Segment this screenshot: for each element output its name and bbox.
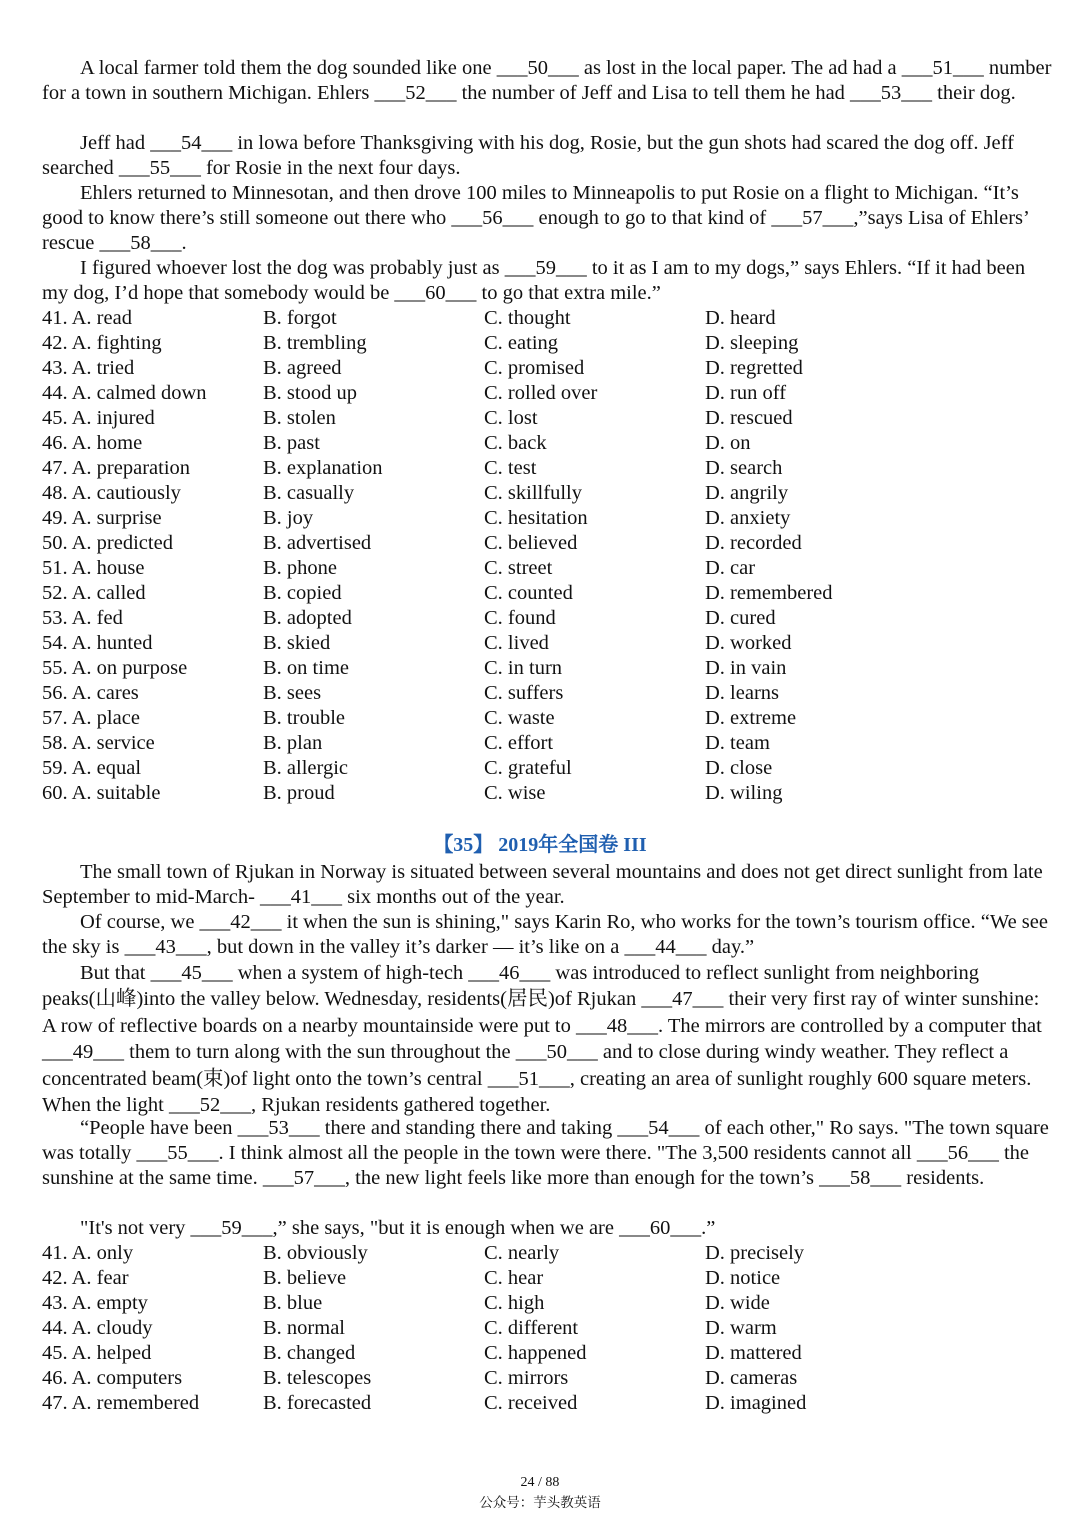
option-a: 60. A. suitable (42, 782, 161, 804)
option-b: B. agreed (263, 357, 342, 379)
option-c: C. wise (484, 782, 546, 804)
option-c: C. rolled over (484, 382, 598, 404)
option-a: 45. A. injured (42, 407, 155, 429)
option-d: D. search (705, 457, 783, 479)
page-number: 24 / 88 (520, 1475, 560, 1490)
option-a: 53. A. fed (42, 607, 123, 629)
option-c: C. in turn (484, 657, 563, 679)
option-c: C. grateful (484, 757, 572, 779)
option-b: B. changed (263, 1342, 356, 1364)
option-c: C. nearly (484, 1242, 560, 1264)
option-a: 51. A. house (42, 557, 145, 579)
option-c: C. effort (484, 732, 554, 754)
option-b: B. allergic (263, 757, 349, 779)
option-c: C. skillfully (484, 482, 582, 504)
option-d: D. cured (705, 607, 776, 629)
option-d: D. in vain (705, 657, 787, 679)
option-c: C. received (484, 1392, 578, 1414)
option-a: 44. A. cloudy (42, 1317, 153, 1339)
option-a: 41. A. read (42, 307, 132, 329)
option-a: 48. A. cautiously (42, 482, 181, 504)
passage1-paragraph: I figured whoever lost the dog was probably just as ___59___ to it as I am to my dogs,” says Ehlers. “If it had been my dog, I’d hope that somebody would be ___60___ to go that extra mile.” (42, 257, 1026, 304)
section-heading: 【35】 2019年全国卷 III (433, 834, 647, 856)
option-a: 50. A. predicted (42, 532, 173, 554)
option-c: C. back (484, 432, 547, 454)
option-d: D. close (705, 757, 773, 779)
option-c: C. street (484, 557, 553, 579)
option-d: D. wiling (705, 782, 783, 804)
option-b: B. explanation (263, 457, 383, 479)
passage2-paragraph: “People have been ___53___ there and standing there and taking ___54___ of each other," Ro says. "The town square was totally ___55___. I think almost all the people in the town were there. "The 3,500 residents cannot all ___56___ the sunshine at the same time. ___57___, the new light feels like more than enough for the town’s ___58___ residents. (42, 1117, 1049, 1189)
option-a: 45. A. helped (42, 1342, 152, 1364)
passage1-paragraph: Jeff had ___54___ in lowa before Thanksgiving with his dog, Rosie, but the gun shots had scared the dog off. Jeff searched ___55___ for Rosie in the next four days. (42, 132, 1014, 179)
option-a: 43. A. tried (42, 357, 135, 379)
option-d: D. sleeping (705, 332, 799, 354)
option-a: 59. A. equal (42, 757, 142, 779)
option-c: C. happened (484, 1342, 587, 1364)
option-b: B. proud (263, 782, 335, 804)
option-c: C. thought (484, 307, 571, 329)
option-d: D. imagined (705, 1392, 807, 1414)
option-a: 55. A. on purpose (42, 657, 188, 679)
option-a: 41. A. only (42, 1242, 134, 1264)
option-b: B. advertised (263, 532, 372, 554)
option-d: D. rescued (705, 407, 793, 429)
option-d: D. extreme (705, 707, 797, 729)
option-b: B. trembling (263, 332, 367, 354)
option-b: B. joy (263, 507, 314, 529)
option-b: B. stolen (263, 407, 336, 429)
passage2-paragraph: The small town of Rjukan in Norway is situated between several mountains and does not get direct sunlight from late September to mid-March- ___41___ six months out of the year. (42, 861, 1043, 908)
option-b: B. adopted (263, 607, 352, 629)
option-b: B. sees (263, 682, 322, 704)
option-b: B. obviously (263, 1242, 368, 1264)
option-b: B. trouble (263, 707, 345, 729)
passage2-paragraph: But that ___45___ when a system of high-tech ___46___ was introduced to reflect sunlight from neighboring peaks(山峰)into the valley below. Wednesday, residents(居民)of Rjukan ___47___ their very first ray of winter sunshine: A row of reflective boards on a nearby mountainside were put to ___48___. The mirrors are controlled by a computer that ___49___ them to turn along with the sun throughout the ___50___ and to close during windy weather. They reflect a concentrated beam(束)of light onto the town’s central ___51___, creating an area of sunlight roughly 600 square meters. When the light ___52___, Rjukan residents gathered together. (42, 962, 1042, 1117)
option-b: B. casually (263, 482, 355, 504)
option-d: D. learns (705, 682, 780, 704)
option-a: 49. A. surprise (42, 507, 162, 529)
option-c: C. different (484, 1317, 579, 1339)
option-b: B. phone (263, 557, 338, 579)
option-d: D. wide (705, 1292, 770, 1314)
option-a: 54. A. hunted (42, 632, 153, 654)
option-c: C. hear (484, 1267, 544, 1289)
option-a: 42. A. fighting (42, 332, 162, 354)
option-d: D. precisely (705, 1242, 805, 1264)
option-b: B. plan (263, 732, 323, 754)
option-b: B. telescopes (263, 1367, 372, 1389)
option-a: 56. A. cares (42, 682, 139, 704)
option-b: B. normal (263, 1317, 345, 1339)
option-d: D. recorded (705, 532, 802, 554)
passage2-paragraph: "It's not very ___59___,” she says, "but it is enough when we are ___60___.” (80, 1217, 716, 1239)
option-a: 58. A. service (42, 732, 155, 754)
option-a: 47. A. remembered (42, 1392, 200, 1414)
option-c: C. found (484, 607, 556, 629)
option-d: D. on (705, 432, 751, 454)
option-d: D. heard (705, 307, 776, 329)
option-a: 42. A. fear (42, 1267, 129, 1289)
option-b: B. forecasted (263, 1392, 372, 1414)
option-d: D. car (705, 557, 756, 579)
option-d: D. remembered (705, 582, 833, 604)
option-c: C. counted (484, 582, 573, 604)
option-c: C. hesitation (484, 507, 588, 529)
option-d: D. worked (705, 632, 792, 654)
option-a: 52. A. called (42, 582, 146, 604)
option-d: D. warm (705, 1317, 777, 1339)
option-c: C. waste (484, 707, 555, 729)
option-a: 46. A. computers (42, 1367, 183, 1389)
option-c: C. high (484, 1292, 545, 1314)
option-c: C. suffers (484, 682, 564, 704)
option-b: B. forgot (263, 307, 337, 329)
option-b: B. past (263, 432, 320, 454)
option-d: D. cameras (705, 1367, 798, 1389)
option-c: C. lived (484, 632, 549, 654)
option-d: D. angrily (705, 482, 789, 504)
option-b: B. copied (263, 582, 342, 604)
option-a: 57. A. place (42, 707, 140, 729)
option-b: B. on time (263, 657, 349, 679)
passage1-paragraph: A local farmer told them the dog sounded like one ___50___ as lost in the local paper. The ad had a ___51___ number for a town in southern Michigan. Ehlers ___52___ the number of Jeff and Lisa to tell them he had ___53___ their dog. (42, 57, 1052, 104)
option-a: 46. A. home (42, 432, 143, 454)
option-b: B. skied (263, 632, 331, 654)
option-d: D. run off (705, 382, 787, 404)
option-d: D. notice (705, 1267, 781, 1289)
option-c: C. promised (484, 357, 585, 379)
option-c: C. test (484, 457, 537, 479)
option-c: C. mirrors (484, 1367, 569, 1389)
option-c: C. believed (484, 532, 578, 554)
option-a: 47. A. preparation (42, 457, 191, 479)
passage1-paragraph: Ehlers returned to Minnesotan, and then drove 100 miles to Minneapolis to put Rosie on a flight to Michigan. “It’s good to know there’s still someone out there who ___56___ enough to go to that kind of ___57___,”says Lisa of Ehlers’ rescue ___58___. (42, 182, 1029, 254)
option-c: C. lost (484, 407, 538, 429)
option-d: D. anxiety (705, 507, 791, 529)
wechat-account: 公众号：芋头教英语 (479, 1495, 601, 1511)
option-d: D. regretted (705, 357, 803, 379)
option-d: D. team (705, 732, 770, 754)
option-a: 44. A. calmed down (42, 382, 207, 404)
option-c: C. eating (484, 332, 559, 354)
option-d: D. mattered (705, 1342, 802, 1364)
option-b: B. believe (263, 1267, 347, 1289)
option-a: 43. A. empty (42, 1292, 148, 1314)
option-b: B. blue (263, 1292, 323, 1314)
option-b: B. stood up (263, 382, 357, 404)
passage2-paragraph: Of course, we ___42___ it when the sun is shining," says Karin Ro, who works for the town’s tourism office. “We see the sky is ___43___, but down in the valley it’s darker — it’s like on a ___44___ day.” (42, 911, 1048, 958)
